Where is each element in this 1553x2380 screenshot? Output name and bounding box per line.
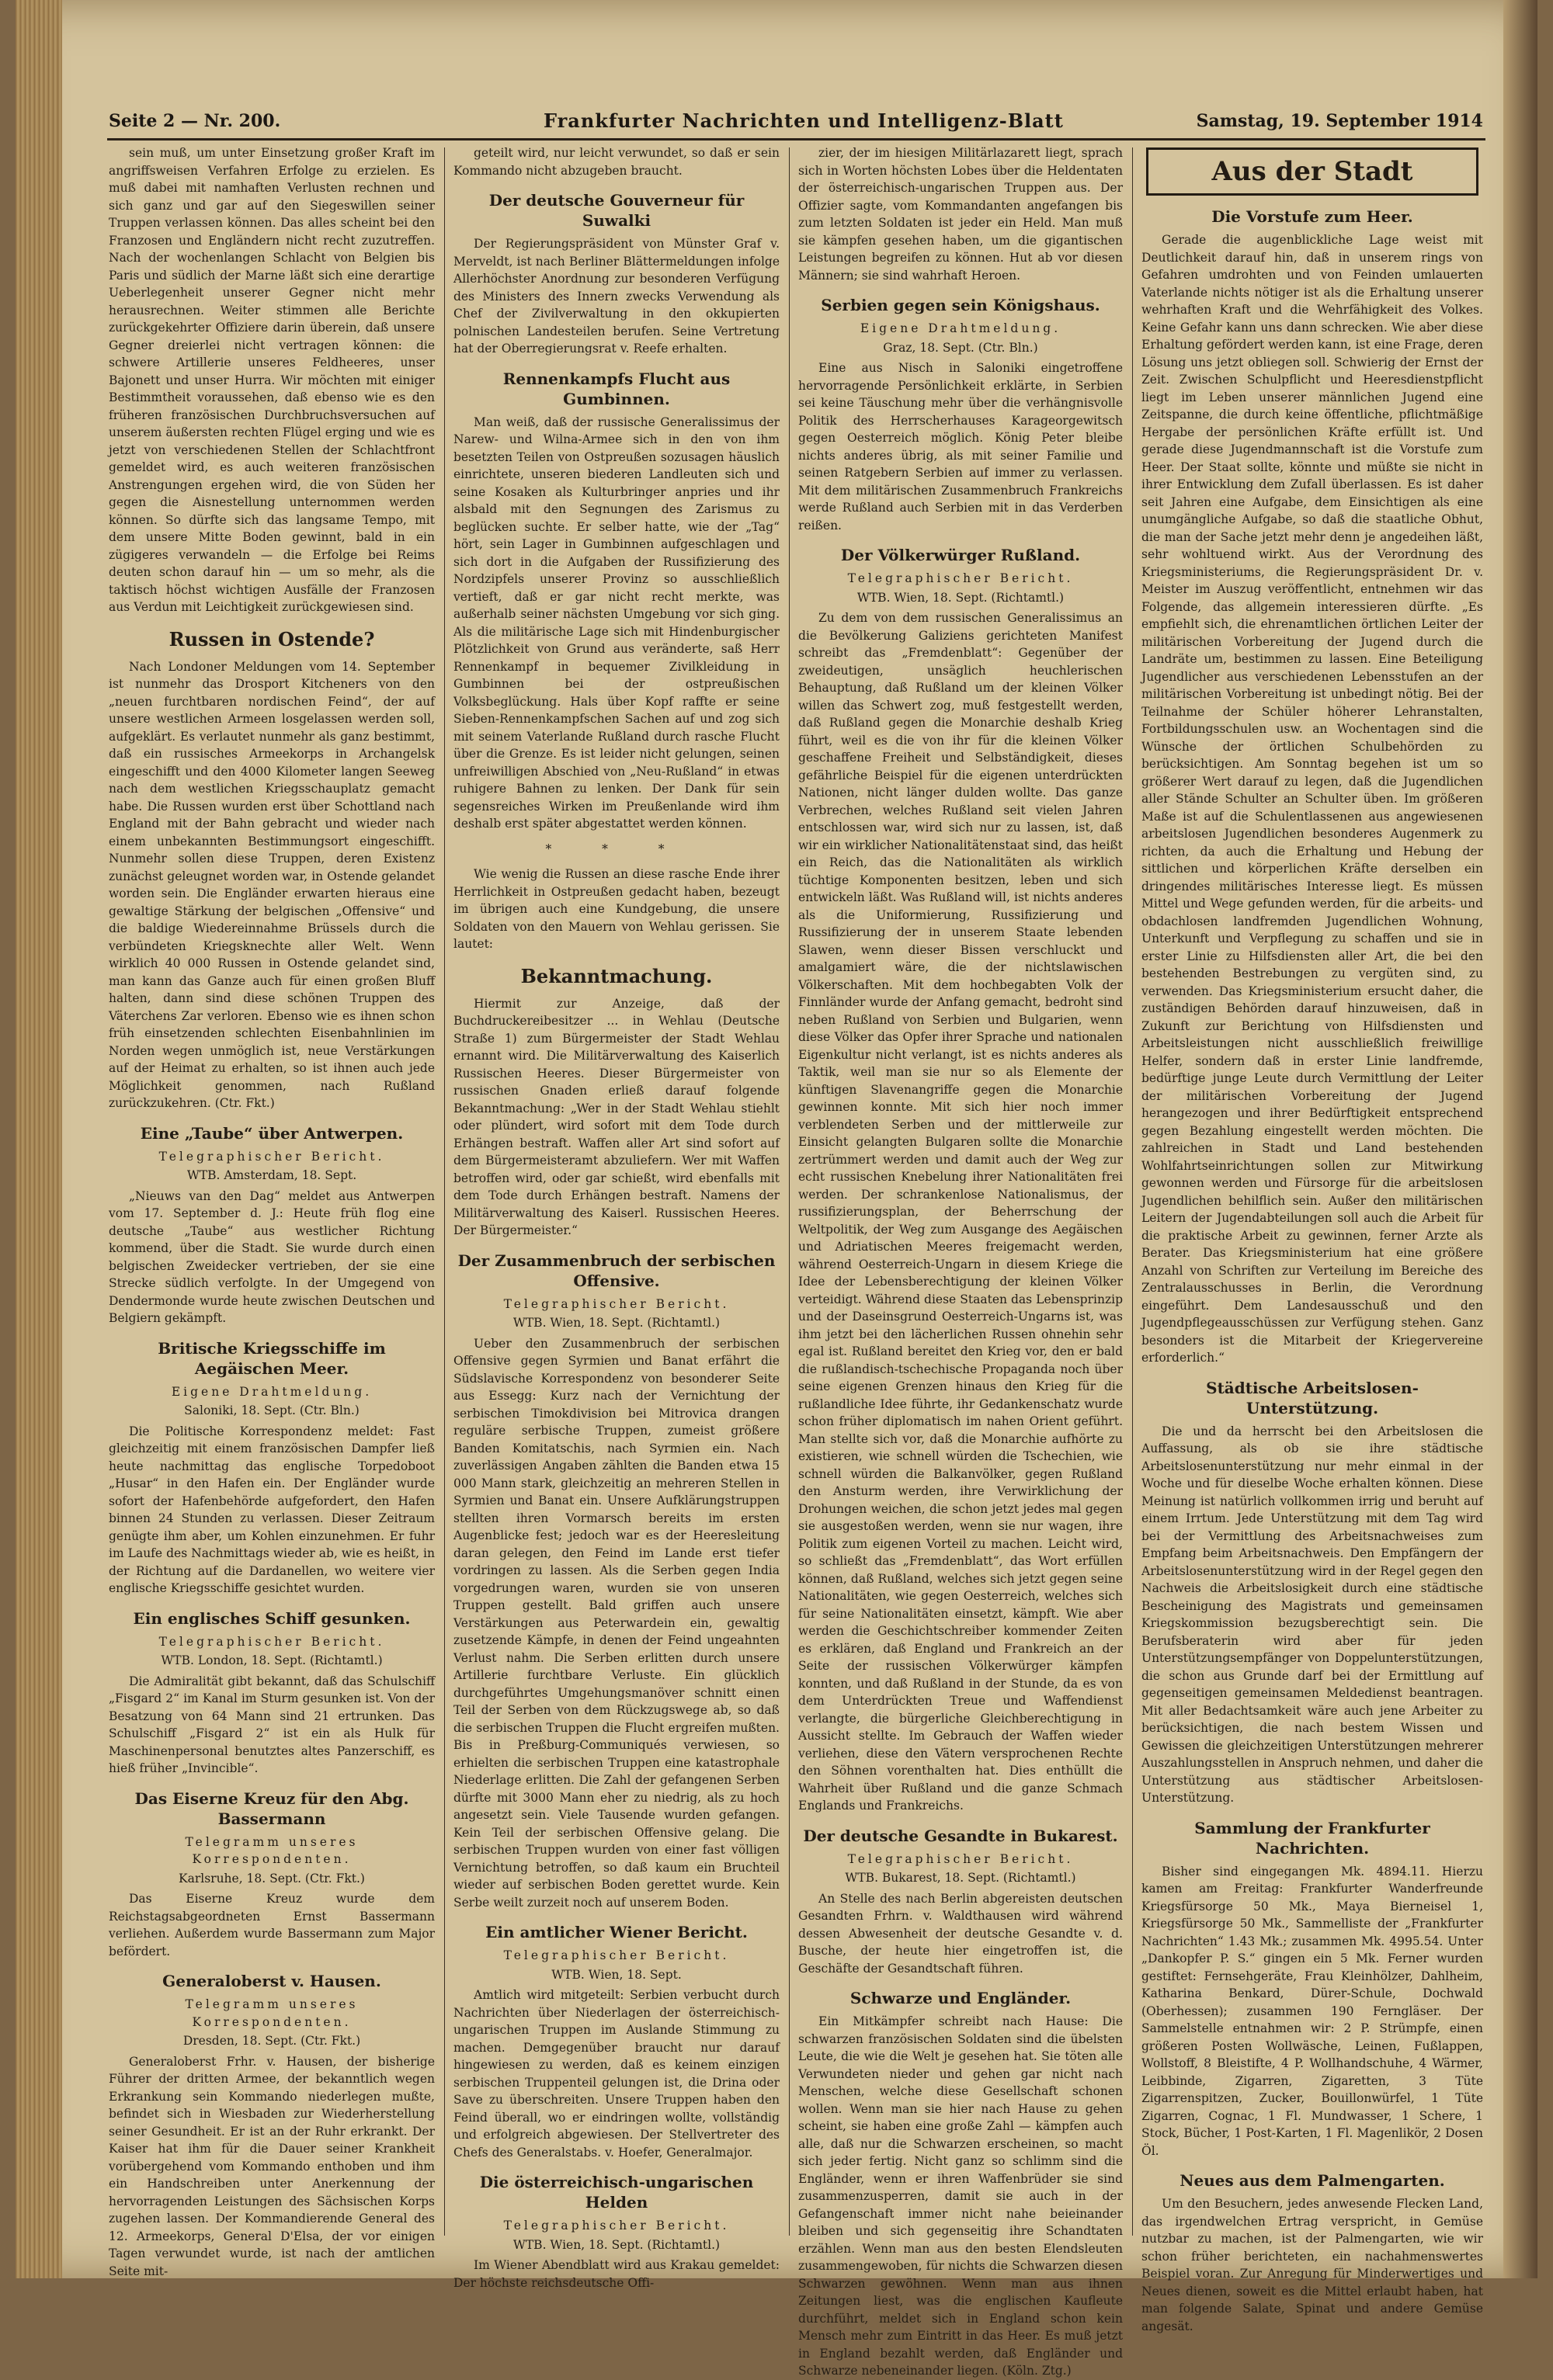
article-headline: Das Eiserne Kreuz für den Abg. Bassermann: [134, 1788, 409, 1828]
page-right-edge: [1503, 0, 1537, 2278]
masthead: [109, 105, 1483, 136]
article-source-line: Telegraphischer Bericht.: [847, 1851, 1074, 1866]
article-headline: Bekanntmachung.: [520, 964, 713, 987]
article-body: Gerade die augenblickliche Lage weist mit Deutlichkeit darauf hin, daß in unserem rings von Gefahren umdrohten und von Feinden umlauerten Vaterlande nichts nötiger ist als die Erhaltung unserer wehrhaften Kraft und die Wehrfähigkeit des Volkes. Keine Gefahr kann uns dann schrecken. Wie aber diese Erhaltung gefördert werden kann, ist eine Frage, deren Lösung uns jetzt obliegen soll. Schwierig der Ernst der Zeit. Zwischen Schulpflicht und Heeresdienstpflicht liegt im Leben unserer männlichen Jugend eine Zeitspanne, die durch keine öffentliche, pflichtmäßige Hergabe der persönlichen Kräfte erfüllt ist. Und gerade diese Jugendmannschaft ist die Vorstufe zum Heer. Der Staat sollte, könnte und müßte sie nicht in ihrer Entwicklung dem Zufall überlassen. Es ist daher seit Jahren eine Aufgabe, dem Einsichtigen als eine unumgängliche Aufgabe, so daß die staatliche Obhut, die man der Sache jetzt mehr denn je angedeihen läßt, sehr wohltuend wirkt. Aus der Verordnung des Kriegsministeriums, die Regierungspräsident Dr. v. Meister im Auszug veröffentlicht, entnehmen wir das Folgende, das allgemein interessieren dürfte. „Es empfiehlt sich, die ehrenamtlichen örtlichen Leiter der militärischen Vorbereitung der Jugend durch die Landräte um, bestimmen zu lassen. Eine Beteiligung Jugendlicher aus verschiedenen Lebensstufen an der militärischen Vorbereitung ist unbedingt nötig. Bei der Teilnahme der Schüler höherer Lehranstalten, Fortbildungsschulen usw. an Wochentagen sind die Wünsche der örtlichen Schulbehörden zu berücksichtigen. Am Sonntag begehen ist um so größerer Wert darauf zu legen, daß die Jugendlichen aller Stände Schulter an Schulter üben. Im größeren Maße ist auf die Schulentlassenen aus angewiesenen arbeitslosen Jugendlichen besonderes Augenmerk zu richten, da auch die Erhaltung und Hebung der sittlichen und körperlichen Kräfte derselben ein dringendes militärisches Interesse liegt. Es müssen Mittel und Wege gefunden werden, für die arbeits- und obdachlosen landfremden Jugendlichen Wohnung, Unterkunft und Verpflegung zu schaffen und sie in erster Linie zu Hilfsdiensten aller Art, die bei den bestehenden Bestrebungen zu vergüten sind, zu verwenden. Das Kriegsministerium ersucht daher, die zuständigen Behörden darauf hinzuweisen, daß in Zukunft zur Berichtung von Hilfsdiensten und Arbeitsleistungen nicht ausschließlich freiwillige Helfer, sondern daß in erster Linie landfremde, bedürftige junge Leute durch Vermittlung der Leiter der militärischen Vorbereitung der Jugend herangezogen und ihrer Bedürftigkeit entsprechend gegen Bezahlung eingestellt werden möchten. Die zahlreichen in Stadt und Land bestehenden Wohlfahrtseinrichtungen sollen zur Mitwirkung gewonnen werden und Fürsorge für die arbeitslosen Jugendlichen behilflich sein. Außer den militärischen Leitern der Jugendabteilungen soll auch die Arbeit für die praktische Arbeit zu gewinnen, ferner Arzte als Berater. Das Kriegsministerium hat eine größere Anzahl von Schriften zur Verteilung im Bereiche des Zentralausschusses in Berlin, die Verordnung eingeführt. Dem Landesausschuß und den Jugendpflegeausschüssen zur Verfügung stehen. Ganz besonders ist die Mitarbeit der Kriegervereine erforderlich.“: [1141, 233, 1483, 1365]
article-dateline: WTB. Wien, 18. Sept. (Richtamtl.): [856, 590, 1065, 605]
article-source-line: Telegraphischer Bericht.: [847, 571, 1074, 585]
article-headline: Die Vorstufe zum Heer.: [1211, 207, 1413, 226]
article-source-line: Telegraphischer Bericht.: [158, 1149, 385, 1164]
article-dateline: WTB. Wien, 18. Sept.: [551, 1967, 682, 1982]
article: [1141, 206, 1483, 1367]
column-3: [798, 144, 1123, 2378]
article: [109, 627, 435, 1112]
article-source-line: Telegramm unseres Korrespondenten.: [185, 1834, 359, 1866]
article-body: Die Politische Korrespondenz meldet: Fast gleichzeitig mit einem französischen Dampfer ließ heute nachmittag das englische Torpedoboot „Husar“ in den Hafen ein. Der Engländer wurde sofort der Hafenbehörde aufgefordert, den Hafen binnen 24 Stunden zu verlassen. Dieser Zeitraum genügte ihm aber, um Kohlen einzunehmen. Er fuhr im Laufe des Nachmittags wieder ab, wie es heißt, in der Richtung auf die Dardanellen, wo weitere vier englische Kriegsschiffe gesichtet wurden.: [109, 1424, 435, 1595]
issue-date: Samstag, 19. September 1914: [1196, 111, 1483, 131]
article-source-line: Telegramm unseres Korrespondenten.: [185, 1997, 359, 2029]
article-body: Im Wiener Abendblatt wird aus Krakau gemeldet: Der höchste reichsdeutsche Offi-: [453, 2258, 780, 2290]
column-separator: [789, 147, 790, 2236]
column-separator: [1132, 147, 1133, 2236]
book-binding-edge: [16, 0, 62, 2278]
article-headline: Ein englisches Schiff gesunken.: [133, 1608, 411, 1628]
article-body: zier, der im hiesigen Militärlazarett liegt, sprach sich in Worten höchsten Lobes über die Heldentaten der österreichisch-ungarischen Truppen aus. Der Offizier sagte, vom Kommandanten angefangen bis zum letzten Soldaten ist jeder ein Held. Man muß sie kämpfen gesehen haben, um die gigantischen Leistungen begreifen zu können. Hut ab vor diesen Männern; sie sind wahrhaft Heroen.: [798, 146, 1123, 283]
article-body: Die und da herrscht bei den Arbeitslosen die Auffassung, als ob sie ihre städtische Arbeitslosenunterstützung nur mehr einmal in der Woche und für dieselbe Woche erhalten können. Diese Meinung ist natürlich vollkommen irrig und beruht auf einem Irrtum. Jede Unterstützung mit dem Tag wird bei der Vermittlung des Arbeitsnachweises zum Empfang beim Arbeitsnachweis. Den Empfängern der Arbeitslosenunterstützung wird in der Regel gegen den Nachweis die Arbeitslosigkeit durch eine städtische Bescheinigung des Magistrats und gemeinsamen Kriegskommission bezugsberechtigt sein. Die Berufsberaterin wird aber für jeden Unterstützungsempfänger von Doppelunterstützungen, die schon aus Grunde darf bei der Ermittlung auf gegenseitigen gemeinsamen Meldedienst beantragen. Mit aller Bedachtsamkeit wäre auch jene Arbeiter zu berücksichtigen, die nach bestem Wissen und Gewissen die gleichzeitigen Unterstützungen mehrerer Auszahlungsstellen in Anspruch nehmen, und daher die Unterstützung aus städtischer Arbeitslosen-Unterstützung.: [1141, 1424, 1483, 1805]
article: [453, 841, 780, 859]
article-source-line: Telegraphischer Bericht.: [503, 1296, 730, 1311]
article-headline: Die österreichisch-ungarischen Helden: [479, 2173, 754, 2212]
article-headline: Serbien gegen sein Königshaus.: [821, 296, 1100, 314]
article-body: Die Admiralität gibt bekannt, daß das Schulschiff „Fisgard 2“ im Kanal im Sturm gesunken ist. Von der Besatzung von 64 Mann sind 21 ertrunken. Das Schulschiff „Fisgard 2“ ist ein als Hulk für Maschinenpersonal benutztes altes Panzerschiff, es hieß früher „Invincible“.: [109, 1674, 435, 1775]
article: [453, 1922, 780, 2161]
article-headline: Schwarze und Engländer.: [849, 1989, 1072, 2007]
article-dateline: WTB. Amsterdam, 18. Sept.: [186, 1168, 357, 1182]
newspaper-page: [16, 0, 1537, 2378]
article: [109, 1608, 435, 1778]
article-dateline: WTB. London, 18. Sept. (Richtamtl.): [161, 1653, 383, 1667]
article-body: sein muß, um unter Einsetzung großer Kraft im angriffsweisen Verfahren Erfolge zu erzielen. Es muß dabei mit namhaften Verlusten rechnen und sich ganz und gar auf den Siegeswillen seiner Truppen verlassen können. Das alles scheint bei den Franzosen und Engländern nicht recht zuzutreffen. Nach der wochenlangen Schlacht von Belgien bis Paris und südlich der Marne läßt sich eine derartige Ueberlegenheit unserer Gegner nicht mehr herausrechnen. Weiter stimmen alle Berichte zurückgekehrter Offiziere darin überein, daß unsere Gegner dreierlei nicht vertragen können: die schwere Artillerie unseres Feldheeres, unser Bajonett und unser Hurra. Wir möchten mit einiger Bestimmtheit voraussehen, daß ebenso wie es den früheren französischen Durchbruchsversuchen auf unserem äußersten rechten Flügel erging und wie es jetzt von verschiedenen Stellen der Schlachtfront gemeldet wird, es auch weiteren französischen Anstrengungen ergehen wird, die von Süden her gegen die Aisnestellung unternommen werden können. So dürfte sich das langsame Tempo, mit dem unsere Mitte Boden gewinnt, bald in ein zügigeres verwandeln — die Erfolge bei Reims deuten schon darauf hin — um so mehr, als die taktisch höchst wichtigen Ausfälle der Franzosen aus Verdun mit Leichtigkeit zurückgewiesen sind.: [109, 146, 435, 614]
article-body: Ein Mitkämpfer schreibt nach Hause: Die schwarzen französischen Soldaten sind die übelsten Leute, die wie die Welt je gesehen hat. Sie töten alle Verwundeten nieder und gehen gar nicht nach Menschen, welche diese Gesellschaft schonen wollen. Wenn man sie hier nach Hause zu gehen scheint, sie haben eine große Zahl — kämpfen auch alle, daß nur die Schwarzen erscheinen, so macht sich jeder fertig. Nicht ganz so schlimm sind die Engländer, wenn er ihren Waffenbrüder sie sind zusammenzusperren, damit sie auch in der Gefangenschaft immer nicht nahe beieinander bleiben und sich gegenseitig ihre Schandtaten erzählen. Wenn man aus den besten Elendsleuten zusammengewoben, für nichts die Schwarzen diesen Schwarzen gewöhnen. Wenn man aus ihnen Zeitungen liest, was die englischen Kaufleute durchführt, meldet sich in England schon kein Mensch mehr zum Eintritt in das Heer. Es muß jetzt in England bezahlt werden, daß Engländer und Schwarze nebeneinander liegen. (Köln. Ztg.): [798, 2014, 1123, 2378]
column-separator: [444, 147, 445, 2236]
article-headline: Der Zusammenbruch der serbischen Offensive.: [457, 1251, 776, 1290]
section-divider-stars: * * *: [545, 841, 688, 856]
article-body: Man weiß, daß der russische Generalissimus der Narew- und Wilna-Armee sich in den von ihm besetzten Teilen von Ostpreußen sozusagen häuslich einrichtete, unseren biederen Landleuten sich und seine Kosaken als Kulturbringer anpries und ihr alsbald mit den Segnungen des Zarismus zu beglücken suchte. Er selber hatte, wie der „Tag“ hört, sein Lager in Gumbinnen aufgeschlagen und sich dort in die Aufgaben der Russifizierung des Nordzipfels unserer Provinz so ausschließlich vertieft, daß er gar nicht recht merkte, was außerhalb seiner nächsten Umgebung vor sich ging. Als die militärische Lage sich mit Hindenburgischer Plötzlichkeit von Grund aus veränderte, saß Herr Rennenkampf in bequemer Zivilkleidung in Gumbinnen bei der ostpreußischen Volksbeglückung. Hals über Kopf raffte er seine Sieben-Rennenkampfschen Sachen auf und zog sich mit seinem Vaterlande Rußland durch rasche Flucht über die Grenze. Es ist leider nicht gelungen, seinen unfreiwilligen Abschied von „Neu-Rußland“ in etwas ruhigere Bahnen zu lenken. Der Dank für sein segensreiches Wirken im Preußenlande wird ihm deshalb erst später abgestattet werden können.: [453, 415, 780, 831]
article-body: Um den Besuchern, jedes anwesende Flecken Land, das irgendwelchen Ertrag verspricht, in Gemüse nutzbar zu machen, ist der Palmengarten, wie wir schon früher berichteten, ein nachahmenswertes Beispiel voran. Zur Anregung für Minderwertiges und Neues dienen, soweit es die Mittel erlaubt haben, hat man folgende Salate, Spinat und andere Gemüse angesät.: [1141, 2197, 1483, 2333]
page-number: Seite 2 — Nr. 200.: [109, 111, 281, 131]
article: [1141, 147, 1483, 196]
article-dateline: Dresden, 18. Sept. (Ctr. Fkt.): [182, 2034, 361, 2048]
article: [109, 1788, 435, 1961]
article-body: Hiermit zur Anzeige, daß der Buchdruckereibesitzer ... in Wehlau (Deutsche Straße 1) zum Bürgermeister der Stadt Wehlau ernannt wird. Die Militärverwaltung des Kaiserlich Russischen Heeres. Dieser Bürgermeister von russischen Gnaden erließ darauf folgende Bekanntmachung: „Wer in der Stadt Wehlau stiehlt oder plündert, wird sofort mit dem Tode durch Erhängen bestraft. Waffen aller Art sind sofort auf dem Bürgermeisteramt abzuliefern. Wer mit Waffen betroffen wird, oder gar schießt, wird ebenfalls mit dem Tode durch Erhängen bestraft. Namens der Militärverwaltung des Kaiserl. Russischen Heeres. Der Bürgermeister.“: [453, 996, 780, 1237]
article: [109, 144, 435, 616]
newspaper-title: Frankfurter Nachrichten und Intelligenz-Blatt: [544, 109, 1064, 132]
article: [798, 144, 1123, 284]
column-4: [1141, 144, 1483, 2333]
article-headline: Rennenkampfs Flucht aus Gumbinnen.: [502, 369, 731, 408]
article-headline: Der deutsche Gouverneur für Suwalki: [488, 191, 745, 230]
article: [1141, 1378, 1483, 1807]
column-1: [109, 144, 435, 2278]
article-body: geteilt wird, nur leicht verwundet, so daß er sein Kommando nicht abzugeben braucht.: [453, 146, 780, 178]
article-dateline: Graz, 18. Sept. (Ctr. Bln.): [883, 340, 1038, 355]
article-body: Das Eiserne Kreuz wurde dem Reichstagsabgeordneten Ernst Bassermann verliehen. Außerdem wurde Bassermann zum Major befördert.: [109, 1892, 435, 1958]
article-source-line: Telegraphischer Bericht.: [503, 1948, 730, 1962]
article: [453, 2172, 780, 2292]
article-body: Amtlich wird mitgeteilt: Serbien verbucht durch Nachrichten über Niederlagen der österreichisch-ungarischen Truppen im Auslande Stimmung zu machen. Demgegenüber braucht nur darauf hingewiesen zu werden, daß es keinem einzigen serbischen Truppenteil gelungen ist, die Drina oder Save zu überschreiten. Unsere Truppen haben den Feind überall, wo er eindringen wollte, vollständig und erfolgreich abgewiesen. Der Stellvertreter des Chefs des Generalstabs. v. Hoefer, Generalmajor.: [453, 1988, 780, 2160]
article: [453, 866, 780, 953]
article: [798, 1826, 1123, 1978]
article: [1141, 1818, 1483, 2160]
article-body: An Stelle des nach Berlin abgereisten deutschen Gesandten Frhrn. v. Waldthausen wird während dessen Abwesenheit der deutsche Gesandte v. d. Busche, der heute hier eingetroffen ist, die Geschäfte der Gesandtschaft führen.: [798, 1891, 1123, 1976]
article-headline: Eine „Taube“ über Antwerpen.: [140, 1123, 404, 1143]
article: [453, 1251, 780, 1912]
article-headline: Russen in Ostende?: [169, 627, 375, 651]
article-headline: Ein amtlicher Wiener Bericht.: [485, 1923, 748, 1941]
article: [453, 369, 780, 833]
article-headline: Der deutsche Gesandte in Bukarest.: [803, 1826, 1118, 1845]
article: [109, 1971, 435, 2280]
article-body: „Nieuws van den Dag“ meldet aus Antwerpen vom 17. September d. J.: Heute früh flog eine deutsche „Taube“ aus westlicher Richtung kommend, über die Stadt. Sie wurde durch einen belgischen Zweidecker vertrieben, der sie eine Strecke südlich verfolgte. In der Umgegend von Dendermonde wurde heute zwischen Deutschen und Belgiern gekämpft.: [109, 1188, 435, 1325]
article-source-line: Eigene Drahtmeldung.: [171, 1384, 373, 1399]
column-2: [453, 144, 780, 2290]
article-body: Bisher sind eingegangen Mk. 4894.11. Hierzu kamen am Freitag: Frankfurter Wanderfreunde Kriegsfürsorge 50 Mk., Maya Bierneisel 1, Kriegsfürsorge 50 Mk., Sammelliste der „Frankfurter Nachrichten“ 1.43 Mk.; zusammen Mk. 4995.54. Unter „Dankopfer P. S.“ gingen ein 5 Mk. Ferner wurden gestiftet: Fernsehgeräte, Frau Kleinhölzer, Dahlheim, Katharina Benkard, Dürer-Schule, Dochwald (Oberhessen); zusammen 190 Ferngläser. Der Sammelstelle entnahmen wir: 2 P. Strümpfe, einen größeren Posten Wollwäsche, Leinen, Fußlappen, Wollstoff, 8 Bleistifte, 4 P. Wollhandschuhe, 4 Wärmer, Leibbinde, Zigarren, Zigaretten, 3 Tüte Zigarrenspitzen, Zucker, Bouillonwürfel, 1 Tüte Zigarren, Cognac, 1 Fl. Mundwasser, 1 Schere, 1 Stock, Bücher, 1 Post-Karten, 1 Fl. Magenlikör, 2 Dosen Öl.: [1141, 1864, 1483, 2158]
article-source-line: Eigene Drahtmeldung.: [860, 321, 1061, 335]
article: [453, 964, 780, 1240]
article-dateline: Karlsruhe, 18. Sept. (Ctr. Fkt.): [179, 1871, 365, 1886]
masthead-rule: [107, 138, 1485, 141]
article-body: Zu dem von dem russischen Generalissimus an die Bevölkerung Galiziens gerichteten Manifest schreibt das „Fremdenblatt“: Gegenüber der zweideutigen, unsäglich heuchlerischen Behauptung, daß Rußland um der kleinen Völker willen das Schwert zog, muß festgestellt werden, daß Rußland gegen die Monarchie deshalb Krieg führt, weil es die von ihr für die kleinen Völker geschaffene Freiheit und Selbständigkeit, dieses gefährliche Beispiel für die eigenen unterdrückten Nationen, nicht länger dulden wollte. Das ganze Verbrechen, welches Rußland seit vielen Jahren entschlossen war, wird sich nur zu lassen, ist, daß wir ein wirklicher Nationalitätenstaat sind, das heißt ein Reich, das die Nationalitäten als wirklich tüchtige Komponenten besitzen, leben und sich entwickeln läßt. Was Rußland will, ist nichts anderes als die Uniformierung, Russifizierung und Russifizierung der in unserem Staate lebenden Slawen, wenn dieser Bissen verschluckt und amalgamiert wäre, die der nichtslawischen Völkerschaften. Mit dem hochbegabten Volk der Finnländer wurde der Anfang gemacht, bedroht sind neben Rußland von Serbien und Bulgarien, wenn diese Völker das Opfer ihrer Sprache und nationalen Eigenkultur nicht verlangt, ist es nichts anderes als Taktik, weil man sie nur so als Elemente der künftigen Slavenangriffe gegen die Monarchie gewinnen konnte. Mit sich hier noch immer verblendeten Serben und der mittlerweile zur Einsicht gelangten Bulgaren sollte die Monarchie zertrümmert werden und damit auch der Weg zur echt russischen Knebelung ihrer Nationalitäten frei werden. Der schrankenlose Nationalismus, der russifizierungsplan, der Beherrschung der Weltpolitik, der Weg zum Ausgange des Aegäischen und Adriatischen Meeres freigemacht werden, während Oesterreich-Ungarn in diesem Kriege die Idee der Lebensberechtigung der kleinen Völker verteidigt. Während diese Staaten das Lebensprinzip und der Daseinsgrund Oesterreich-Ungarns ist, was ihm jetzt bei den lächerlichen Russen ohnehin sehr egal ist. Rußland bereitet den Krieg vor, den er bald die rußlandisch-tschechische Propaganda noch über seine eigenen Grenzen hinaus den Krieg für die rußlandliche Idee führte, ihr Gedankenschatz wurde schon früher diplomatisch im nahen Orient geführt. Man stellte sich vor, daß die Monarchie aufhörte zu existieren, wie schnell würden die Tschechien, wie schnell würden die Balkanvölker, gegen Rußland den Ansturm werden, ihre Verwirklichung der Drohungen weichen, die schon jetzt jedes mal gegen sie ausgestoßen werden, wenn sie nur wagen, ihre Politik zum eigenen Vorteil zu machen. Leicht wird, so schließt das „Fremdenblatt“, das Wort erfüllen können, daß Rußland, welches sich jetzt gegen seine Nationalitäten, wie gegen Oesterreich, welches sich für seine Nationalitäten einsetzt, kämpft. Wie aber werden die Geschichtschreiber kommender Zeiten es erklären, daß England und Frankreich an der Seite der russischen Völkerwürger kämpfen konnten, und daß Rußland in der Stunde, da es von dem Unterdrückten Treue und Waffendienst verlangte, die bürgerliche Gleichberechtigung in Aussicht stellte. Im Gebrauch der Waffen wieder verliehen, diese den Vätern versprochenen Rechte den Söhnen vorenthalten hat. Dies enthüllt die Wahrheit über Rußland und die ganze Schmach Englands und Frankreichs.: [798, 611, 1123, 1813]
article-body: Der Regierungspräsident von Münster Graf v. Merveldt, ist nach Berliner Blättermeldungen infolge Allerhöchster Anordnung zur besonderen Verfügung des Ministers des Innern zwecks Verwendung als Chef der Zivilverwaltung in den okkupierten polnischen Landesteilen berufen. Seine Vertretung hat der Oberregierungsrat v. Reefe erhalten.: [453, 237, 780, 356]
article-dateline: WTB. Wien, 18. Sept. (Richtamtl.): [512, 1316, 721, 1330]
article: [109, 1338, 435, 1598]
article-headline: Neues aus dem Palmengarten.: [1180, 2171, 1445, 2190]
article: [109, 1123, 435, 1327]
article-dateline: Saloniki, 18. Sept. (Ctr. Bln.): [184, 1403, 360, 1417]
article-body: Generaloberst Frhr. v. Hausen, der bisherige Führer der dritten Armee, der bekanntlich wegen Erkrankung sein Kommando niederlegen mußte, befindet sich in Wiesbaden zur Wiederherstellung seiner Gesundheit. Er ist an der Ruhr erkrankt. Der Kaiser hat ihm für die Dauer seiner Krankheit vorübergehend vom Kommando enthoben und ihm ein Handschreiben unter Anerkennung der hervorragenden Leistungen des Sächsischen Korps zugehen lassen. Der Kommandierende General des 12. Armeekorps, General D'Elsa, der vor einigen Tagen verwundet wurde, ist nach der amtlichen Seite mit-: [109, 2054, 435, 2278]
article-headline: Städtische Arbeitslosen-Unterstützung.: [1206, 1378, 1419, 1417]
article-headline: Britische Kriegsschiffe im Aegäischen Meer.: [158, 1338, 386, 1378]
section-banner: Aus der Stadt: [1146, 147, 1478, 196]
article-headline: Der Völkerwürger Rußland.: [840, 546, 1081, 564]
article: [1141, 2170, 1483, 2335]
article-source-line: Telegraphischer Bericht.: [158, 1634, 385, 1649]
article: [798, 295, 1123, 534]
article-headline: Generaloberst v. Hausen.: [162, 1972, 381, 1990]
article: [798, 1988, 1123, 2380]
article-body: Nach Londoner Meldungen vom 14. September ist nunmehr das Drosport Kitcheners von den „neuen furchtbaren nordischen Feind“, der auf unsere westlichen Armeen losgelassen werden soll, aufgeklärt. Es verlautet nunmehr als ganz bestimmt, daß ein russisches Armeekorps in Archangelsk eingeschifft und den 4000 Kilometer langen Seeweg nach dem westlichen Kriegsschauplatz gemacht habe. Die Russen wurden erst über Schottland nach England mit der Bahn gebracht und wieder nach einem unbekannten Bestimmungsort eingeschifft. Nunmehr sollen diese Truppen, deren Existenz zunächst geleugnet worden war, in Ostende gelandet worden sein. Die Engländer erwarten hieraus eine gewaltige Stärkung der belgischen „Offensive“ und die baldige Wiedereinnahme Brüssels durch die verbündeten Kriegsknechte aller Welt. Wenn wirklich 40 000 Russen in Ostende gelandet sind, man kann das Ganze auch für einen großen Bluff halten, dann sind diese schönen Truppen des Väterchens Zar verloren. Ebenso wie es ihnen schon früh einsetzenden schlechten Eisenbahnlinien im Norden wegen unmöglich ist, neue Verstärkungen auf der Heimat zu erhalten, so ist ihnen auch jede Möglichkeit genommen, nach Rußland zurückzukehren. (Ctr. Fkt.): [109, 659, 435, 1110]
article-headline: Sammlung der Frankfurter Nachrichten.: [1194, 1818, 1430, 1858]
article: [453, 144, 780, 179]
article-body: Wie wenig die Russen an diese rasche Ende ihrer Herrlichkeit in Ostpreußen gedacht haben, bezeugt im übrigen auch eine Kundgebung, die unsere Soldaten von den Mauern von Wehlau gerissen. Sie lautet:: [453, 867, 780, 951]
article-source-line: Telegraphischer Bericht.: [503, 2219, 730, 2233]
article: [798, 545, 1123, 1815]
article-body: Eine aus Nisch in Saloniki eingetroffene hervorragende Persönlichkeit erklärte, in Serbien sei keine Täuschung mehr über die verhängnisvolle Politik des Herrscherhauses Karageorgewitsch gegen Oesterreich möglich. König Peter bleibe nichts anderes übrig, als mit seiner Familie und seinen Ratgebern Serbien auf immer zu verlassen. Mit dem militärischen Zusammenbruch Frankreichs werde Rußland auch Serbien mit in das Verderben reißen.: [798, 361, 1123, 533]
article-body: Ueber den Zusammenbruch der serbischen Offensive gegen Syrmien und Banat erfährt die Südslavische Korrespondenz von besonderer Seite aus Essegg: Kurz nach der Vernichtung der serbischen Timokdivision bei Mitrovica drangen reguläre serbische Truppen, zumeist größere Banden Komitatschis, nach Syrmien ein. Nach zuverlässigen Angaben zählten die Banden etwa 15 000 Mann stark, gleichzeitig an mehreren Stellen in Syrmien und Banat ein. Unsere Aufklärungstruppen stellten ihren Vormarsch bereits im ersten Augenblicke fest; jedoch war es der Heeresleitung daran gelegen, den Feind im Lande erst tiefer vordringen zu lassen. Als die Serben gegen India vorgedrungen waren, wurden sie von unseren Truppen gestellt. Bald griffen auch unsere Verstärkungen aus Peterwardein ein, gewaltig zusetzende Kämpfe, in denen der Feind ungeahnten Verlust nahm. Die Serben erlitten durch unsere Artillerie furchtbare Verluste. Ein glücklich durchgeführtes Umgehungsmanöver schnitt einen Teil der Serben von dem Rückzugswege ab, so daß die serbischen Truppen die Flucht ergreifen mußten. Bis in Preßburg-Communiqués verwiesen, so erhielten die serbischen Truppen eine katastrophale Niederlage erlitten. Die Zahl der gefangenen Serben dürfte mit 3000 Mann eher zu niedrig, als zu hoch angesetzt sein. Viele Tausende wurden gefangen. Kein Teil der serbischen Offensive gelang. Die serbischen Truppen wurden von einer fast völligen Vernichtung betroffen, so daß kaum ein Bruchteil wieder auf serbischen Boden gerettet wurde. Kein Serbe weilt zurzeit noch auf unserem Boden.: [453, 1336, 780, 1910]
article-dateline: WTB. Wien, 18. Sept. (Richtamtl.): [512, 2237, 721, 2252]
article-dateline: WTB. Bukarest, 18. Sept. (Richtamtl.): [845, 1871, 1076, 1885]
article: [453, 190, 780, 358]
